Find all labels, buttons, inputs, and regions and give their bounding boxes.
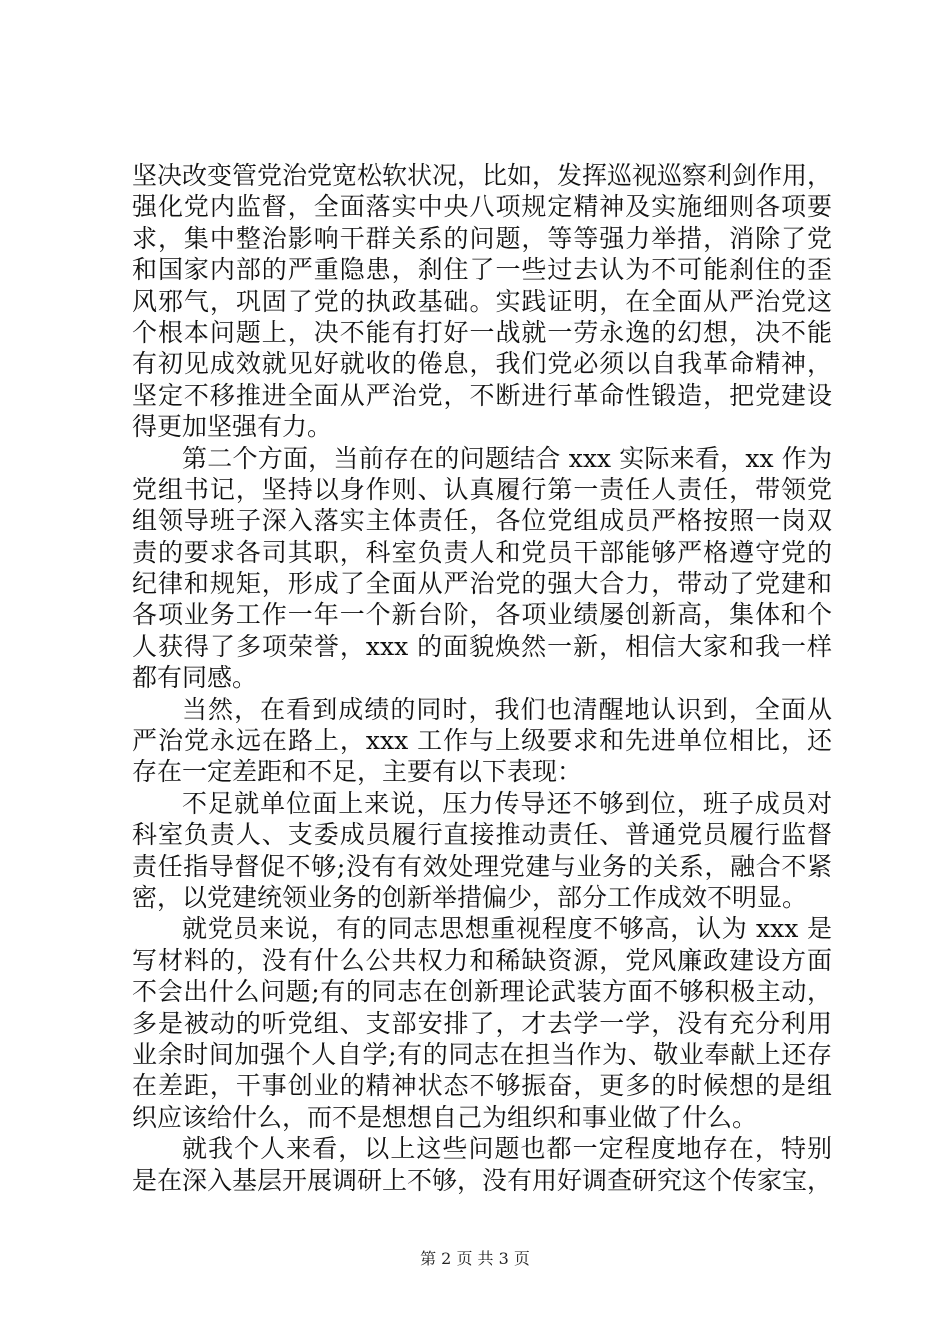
text-line: 风邪气，巩固了党的执政基础。实践证明，在全面从严治党这: [132, 286, 832, 316]
text-line: 就党员来说，有的同志思想重视程度不够高，认为 xxx 是: [182, 914, 832, 944]
text-line: 各项业务工作一年一个新台阶，各项业绩屡创新高，集体和个: [132, 600, 832, 630]
text-line: 第二个方面，当前存在的问题结合 xxx 实际来看，xx 作为: [182, 443, 832, 473]
paragraph: [132, 443, 832, 694]
text-line: 强化党内监督，全面落实中央八项规定精神及实施细则各项要: [132, 192, 832, 222]
document-body: [132, 160, 832, 1196]
text-line: 在差距，干事创业的精神状态不够振奋，更多的时候想的是组: [132, 1071, 832, 1101]
text-line: 责的要求各司其职，科室负责人和党员干部能够严格遵守党的: [132, 537, 832, 567]
text-line: 组领导班子深入落实主体责任，各位党组成员严格按照一岗双: [132, 506, 832, 536]
text-line: 严治党永远在路上，xxx 工作与上级要求和先进单位相比，还: [132, 726, 832, 756]
text-line: 密，以党建统领业务的创新举措偏少，部分工作成效不明显。: [132, 882, 808, 912]
text-line: 个根本问题上，决不能有打好一战就一劳永逸的幻想，决不能: [132, 317, 832, 347]
page-number: 第 2 页 共 3 页: [420, 1249, 530, 1268]
text-line: 都有同感。: [132, 663, 258, 693]
text-line: 多是被动的听党组、支部安排了，才去学一学，没有充分利用: [132, 1008, 832, 1038]
text-line: 有初见成效就见好就收的倦息，我们党必须以自我革命精神，: [132, 349, 832, 379]
page-footer: [0, 1246, 950, 1269]
text-line: 业余时间加强个人自学;有的同志在担当作为、敬业奉献上还存: [132, 1039, 832, 1069]
text-line: 坚决改变管党治党宽松软状况，比如，发挥巡视巡察利剑作用，: [132, 161, 833, 190]
paragraph: [132, 160, 832, 443]
text-line: 存在一定差距和不足，主要有以下表现：: [132, 757, 583, 787]
text-line: 科室负责人、支委成员履行直接推动责任、普通党员履行监督: [132, 820, 832, 850]
text-line: 党组书记，坚持以身作则、认真履行第一责任人责任，带领党: [132, 474, 832, 504]
text-line: 得更加坚强有力。: [132, 412, 333, 442]
paragraph: [132, 1133, 832, 1196]
text-line: 坚定不移推进全面从严治党，不断进行革命性锻造，把党建设: [132, 380, 832, 410]
text-line: 纪律和规矩，形成了全面从严治党的强大合力，带动了党建和: [132, 569, 832, 599]
paragraph: [132, 788, 832, 914]
text-line: 和国家内部的严重隐患，刹住了一些过去认为不可能刹住的歪: [132, 255, 832, 285]
text-line: 人获得了多项荣誉，xxx 的面貌焕然一新，相信大家和我一样: [132, 631, 832, 661]
paragraph: [132, 694, 832, 788]
text-line: 就我个人来看，以上这些问题也都一定程度地存在，特别: [182, 1134, 832, 1164]
text-line: 写材料的，没有什么公共权力和稀缺资源，党风廉政建设方面: [132, 945, 832, 975]
text-line: 织应该给什么，而不是想想自己为组织和事业做了什么。: [132, 1102, 758, 1132]
text-line: 责任指导督促不够;没有有效处理党建与业务的关系，融合不紧: [132, 851, 832, 881]
paragraph: [132, 913, 832, 1133]
text-line: 不会出什么问题;有的同志在创新理论武装方面不够积极主动，: [132, 977, 832, 1007]
text-line: 不足就单位面上来说，压力传导还不够到位，班子成员对: [182, 788, 832, 818]
text-line: 是在深入基层开展调研上不够，没有用好调查研究这个传家宝，: [132, 1165, 833, 1195]
text-line: 当然，在看到成绩的同时，我们也清醒地认识到，全面从: [182, 694, 832, 724]
text-line: 求，集中整治影响干群关系的问题，等等强力举措，消除了党: [132, 223, 832, 253]
